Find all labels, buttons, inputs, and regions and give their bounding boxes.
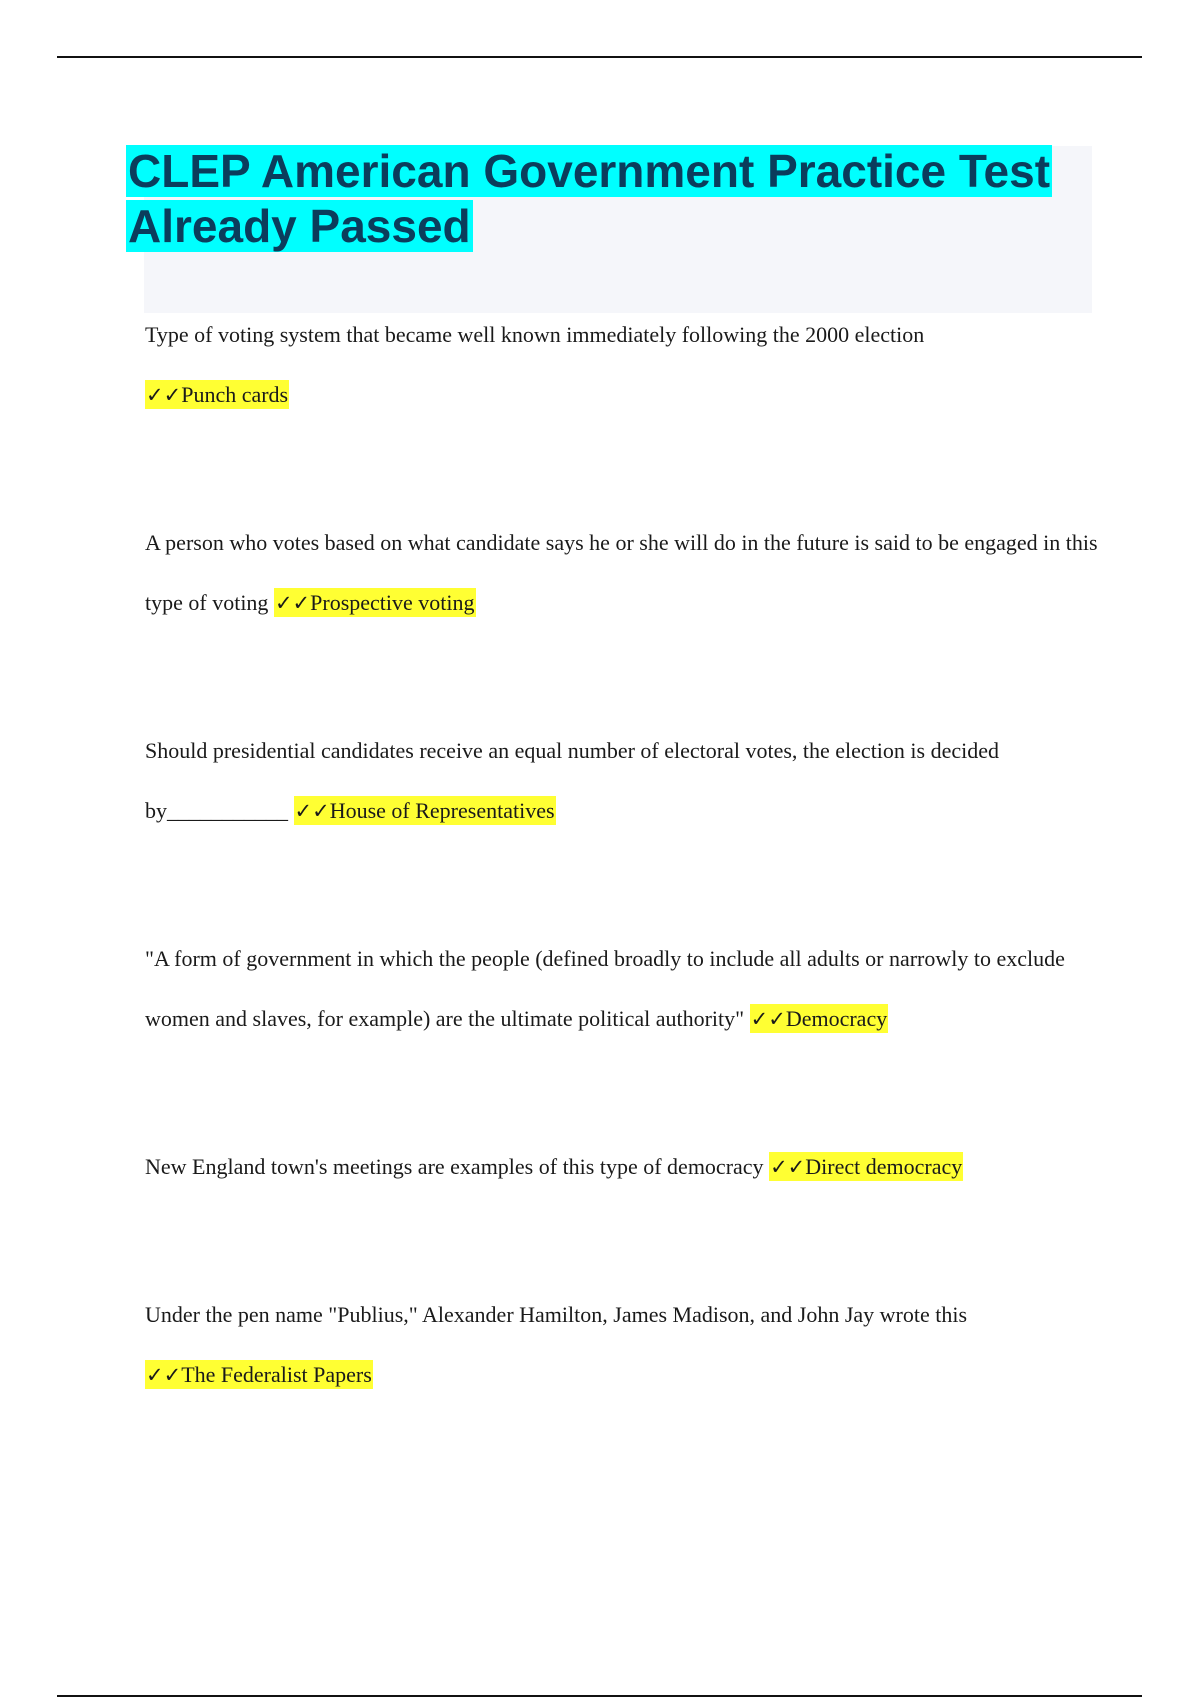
question-text: A person who votes based on what candidate says he or she will do in the future is said to be engaged in this type of voting [145,530,1098,615]
answer-highlight [145,1360,373,1389]
top-rule [57,56,1142,58]
title-text: CLEP American Government Practice Test Already Passed [128,145,1051,252]
qa-item-1 [145,305,1100,425]
qa-item-6 [145,1285,1100,1405]
double-check-icon: ✓✓ [274,591,311,615]
question-list [145,305,1100,1493]
question-text: Under the pen name "Publius," Alexander Hamilton, James Madison, and John Jay wrote this [145,1302,968,1327]
answer-highlight [274,588,476,617]
document-title [0,144,1200,254]
qa-item-2 [145,513,1100,633]
double-check-icon: ✓✓ [146,1363,182,1387]
answer-text: House of Representatives [329,798,555,823]
bottom-rule [57,1695,1142,1697]
answer-text: Direct democracy [805,1154,963,1179]
question-text: "A form of government in which the people (defined broadly to include all adults or narrowly to exclude women and slaves, for example) are the ultimate political authority" [145,946,1065,1031]
answer-highlight [145,380,289,409]
question-text: New England town's meetings are examples of this type of democracy [145,1154,764,1179]
double-check-icon: ✓✓ [750,1007,786,1031]
qa-item-5 [145,1137,1100,1197]
answer-text: Prospective voting [310,590,475,615]
double-check-icon: ✓✓ [770,1155,806,1179]
answer-text: The Federalist Papers [181,1362,372,1387]
answer-highlight [769,1152,963,1181]
double-check-icon: ✓✓ [146,383,182,407]
question-text: Should presidential candidates receive an equal number of electoral votes, the election is decided by___________ [145,738,1000,823]
qa-item-3 [145,721,1100,841]
qa-item-4 [145,929,1100,1049]
question-text: Type of voting system that became well known immediately following the 2000 election [145,322,925,347]
double-check-icon: ✓✓ [294,799,330,823]
answer-text: Democracy [785,1006,888,1031]
answer-highlight [750,1004,889,1033]
answer-highlight [294,796,556,825]
answer-text: Punch cards [181,382,289,407]
